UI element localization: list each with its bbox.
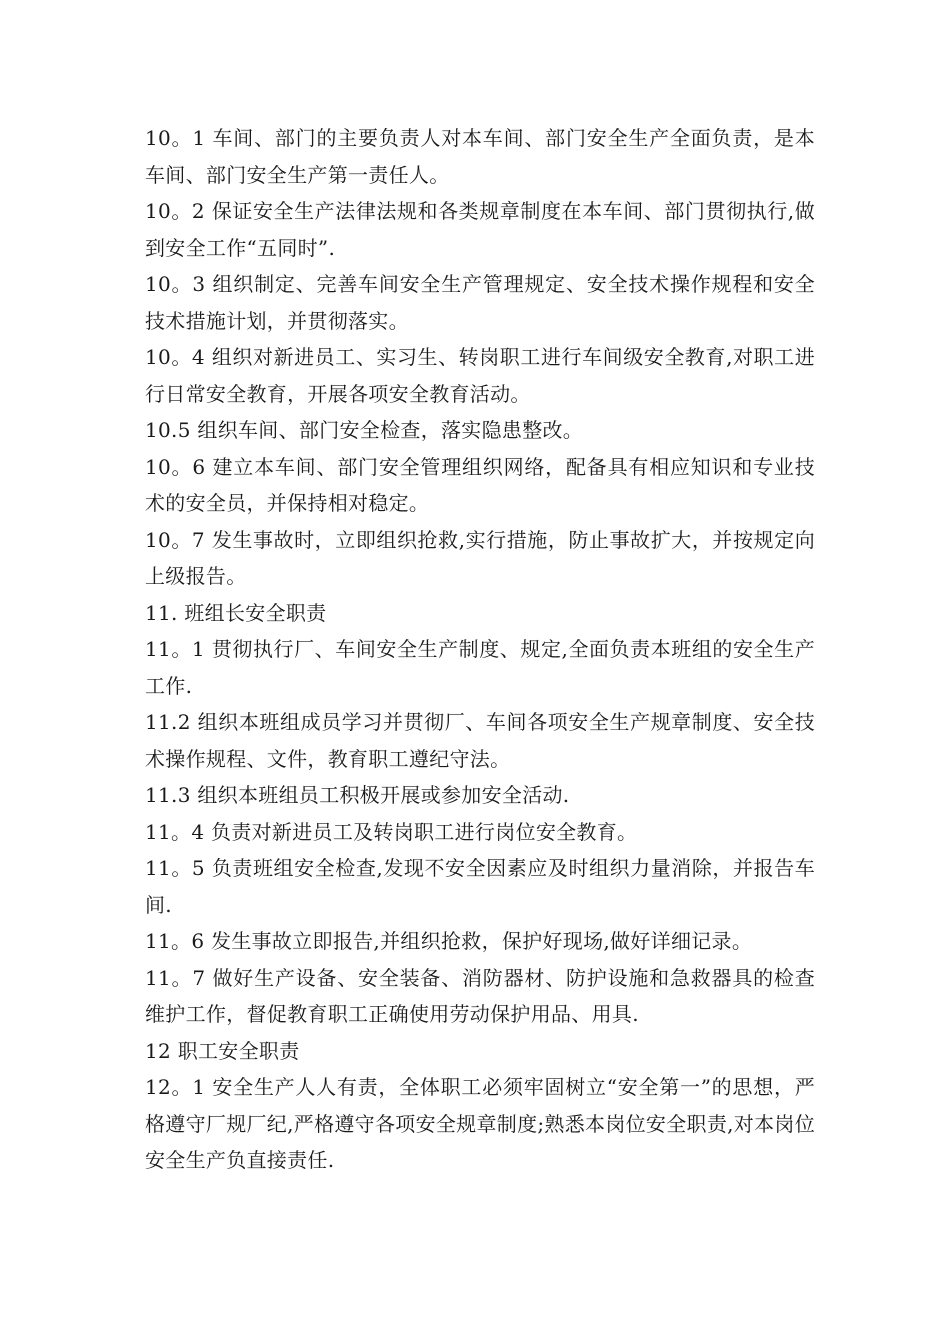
paragraph-12-1: 12。1 安全生产人人有责，全体职工必须牢固树立“安全第一”的思想，严格遵守厂规厂纪,严格遵守各项安全规章制度;熟悉本岗位安全职责,对本岗位安全生产负直接责任.	[145, 1075, 815, 1172]
paragraph-11-5: 11。5 负责班组安全检查,发现不安全因素应及时组织力量消除，并报告车间.	[145, 856, 815, 917]
paragraph-11-6: 11。6 发生事故立即报告,并组织抢救，保护好现场,做好详细记录。	[145, 929, 753, 953]
paragraph-11-3: 11.3 组织本班组员工积极开展或参加安全活动.	[145, 783, 570, 807]
paragraph-11-1: 11。1 贯彻执行厂、车间安全生产制度、规定,全面负责本班组的安全生产工作.	[145, 637, 815, 698]
paragraph-10-1: 10。1 车间、部门的主要负责人对本车间、部门安全生产全面负责，是本车间、部门安全生产第一责任人。	[145, 126, 815, 187]
paragraph-10-7: 10。7 发生事故时，立即组织抢救,实行措施，防止事故扩大，并按规定向上级报告。	[145, 527, 815, 588]
section-heading-11: 11. 班组长安全职责	[145, 600, 327, 625]
document-page	[145, 120, 815, 1179]
paragraph-10-4: 10。4 组织对新进员工、实习生、转岗职工进行车间级安全教育,对职工进行日常安全教育，开展各项安全教育活动。	[145, 345, 815, 406]
paragraph-11-7: 11。7 做好生产设备、安全装备、消防器材、防护设施和急救器具的检查维护工作，督促教育职工正确使用劳动保护用品、用具.	[145, 965, 815, 1026]
paragraph-10-6: 10。6 建立本车间、部门安全管理组织网络，配备具有相应知识和专业技术的安全员，并保持相对稳定。	[145, 454, 815, 515]
section-heading-12: 12 职工安全职责	[145, 1038, 300, 1063]
paragraph-10-5: 10.5 组织车间、部门安全检查，落实隐患整改。	[145, 418, 584, 442]
paragraph-10-3: 10。3 组织制定、完善车间安全生产管理规定、安全技术操作规程和安全技术措施计划，并贯彻落实。	[145, 272, 815, 333]
paragraph-10-2: 10。2 保证安全生产法律法规和各类规章制度在本车间、部门贯彻执行,做到安全工作“五同时”.	[145, 199, 815, 260]
paragraph-11-4: 11。4 负责对新进员工及转岗职工进行岗位安全教育。	[145, 819, 638, 844]
paragraph-11-2: 11.2 组织本班组成员学习并贯彻厂、车间各项安全生产规章制度、安全技术操作规程、文件，教育职工遵纪守法。	[145, 710, 815, 771]
